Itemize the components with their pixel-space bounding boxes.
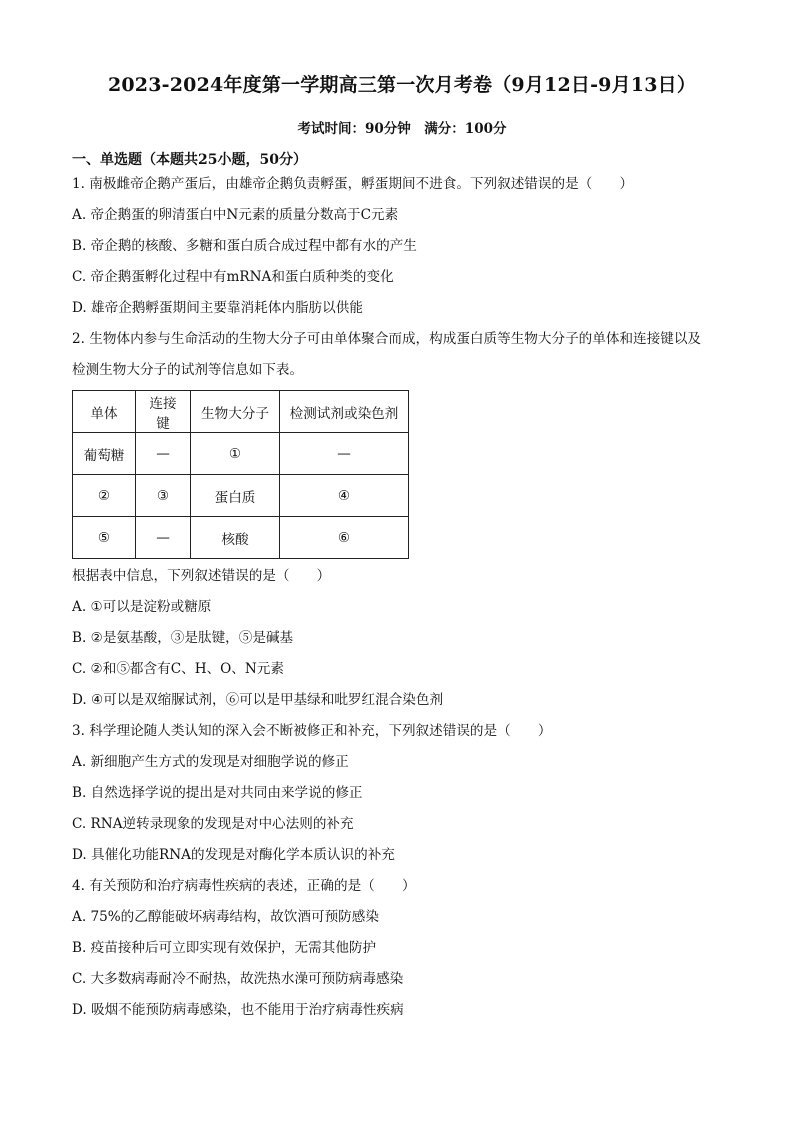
table-row — [73, 517, 409, 559]
option-a: A. 新细胞产生方式的发现是对细胞学说的修正 — [72, 754, 349, 770]
question-stem: 1. 南极雌帝企鹅产蛋后，由雄帝企鹅负责孵蛋，孵蛋期间不进食。下列叙述错误的是（ ） — [72, 176, 634, 192]
question-stem: 3. 科学理论随人类认知的深入会不断被修正和补充，下列叙述错误的是（ ） — [72, 723, 552, 739]
option-a: A. ①可以是淀粉或糖原 — [72, 599, 212, 615]
table-cell: ⑥ — [280, 517, 409, 559]
option-c: C. 大多数病毒耐冷不耐热，故洗热水澡可预防病毒感染 — [72, 971, 404, 987]
option-c: C. RNA逆转录现象的发现是对中心法则的补充 — [72, 816, 354, 832]
option-c: C. ②和⑤都含有C、H、O、N元素 — [72, 661, 284, 677]
table-cell: 核酸 — [191, 517, 280, 559]
option-b: B. 帝企鹅的核酸、多糖和蛋白质合成过程中都有水的产生 — [72, 238, 417, 254]
table-cell: ④ — [280, 475, 409, 517]
table-cell: ① — [191, 433, 280, 475]
table-cell: ③ — [136, 475, 191, 517]
table-cell: — — [136, 433, 191, 475]
table-header-row — [73, 391, 409, 433]
table-header-cell: 生物大分子 — [191, 391, 280, 433]
option-d: D. ④可以是双缩脲试剂，⑥可以是甲基绿和吡罗红混合染色剂 — [72, 692, 444, 708]
question-stem-line-2: 检测生物大分子的试剂等信息如下表。 — [72, 362, 304, 378]
option-d: D. 吸烟不能预防病毒感染，也不能用于治疗病毒性疾病 — [72, 1002, 404, 1018]
exam-time-score: 考试时间：90分钟 满分：100分 — [297, 121, 507, 137]
info-table — [72, 390, 409, 559]
table-row — [73, 475, 409, 517]
exam-title: 2023-2024年度第一学期高三第一次月考卷（9月12日-9月13日） — [107, 74, 697, 96]
option-d: D. 具催化功能RNA的发现是对酶化学本质认识的补充 — [72, 847, 395, 863]
question-prompt: 根据表中信息，下列叙述错误的是（ ） — [72, 568, 331, 584]
option-a: A. 75%的乙醇能破坏病毒结构，故饮酒可预防感染 — [72, 909, 379, 925]
question-stem: 4. 有关预防和治疗病毒性疾病的表述，正确的是（ ） — [72, 878, 416, 894]
question-1 — [72, 169, 732, 324]
table-cell: — — [136, 517, 191, 559]
section-heading: 一、单选题（本题共25小题，50分） — [72, 152, 307, 168]
table-cell: 蛋白质 — [191, 475, 280, 517]
question-4 — [72, 871, 732, 1026]
table-header-cell: 单体 — [73, 391, 136, 433]
question-3 — [72, 716, 732, 871]
option-b: B. 疫苗接种后可立即实现有效保护，无需其他防护 — [72, 940, 377, 956]
table-header-cell: 检测试剂或染色剂 — [280, 391, 409, 433]
option-c: C. 帝企鹅蛋孵化过程中有mRNA和蛋白质种类的变化 — [72, 269, 394, 285]
option-a: A. 帝企鹅蛋的卵清蛋白中N元素的质量分数高于C元素 — [72, 207, 399, 223]
option-d: D. 雄帝企鹅孵蛋期间主要靠消耗体内脂肪以供能 — [72, 300, 363, 316]
table-cell: ② — [73, 475, 136, 517]
question-stem-line-1: 2. 生物体内参与生命活动的生物大分子可由单体聚合而成，构成蛋白质等生物大分子的单体和连接键以及 — [72, 331, 702, 347]
table-cell: — — [280, 433, 409, 475]
exam-page — [72, 64, 732, 1026]
table-row — [73, 433, 409, 475]
option-b: B. 自然选择学说的提出是对共同由来学说的修正 — [72, 785, 363, 801]
option-b: B. ②是氨基酸，③是肽键，⑤是碱基 — [72, 630, 294, 646]
question-2 — [72, 324, 732, 716]
table-header-cell: 连接键 — [136, 391, 191, 433]
table-cell: ⑤ — [73, 517, 136, 559]
table-cell: 葡萄糖 — [73, 433, 136, 475]
